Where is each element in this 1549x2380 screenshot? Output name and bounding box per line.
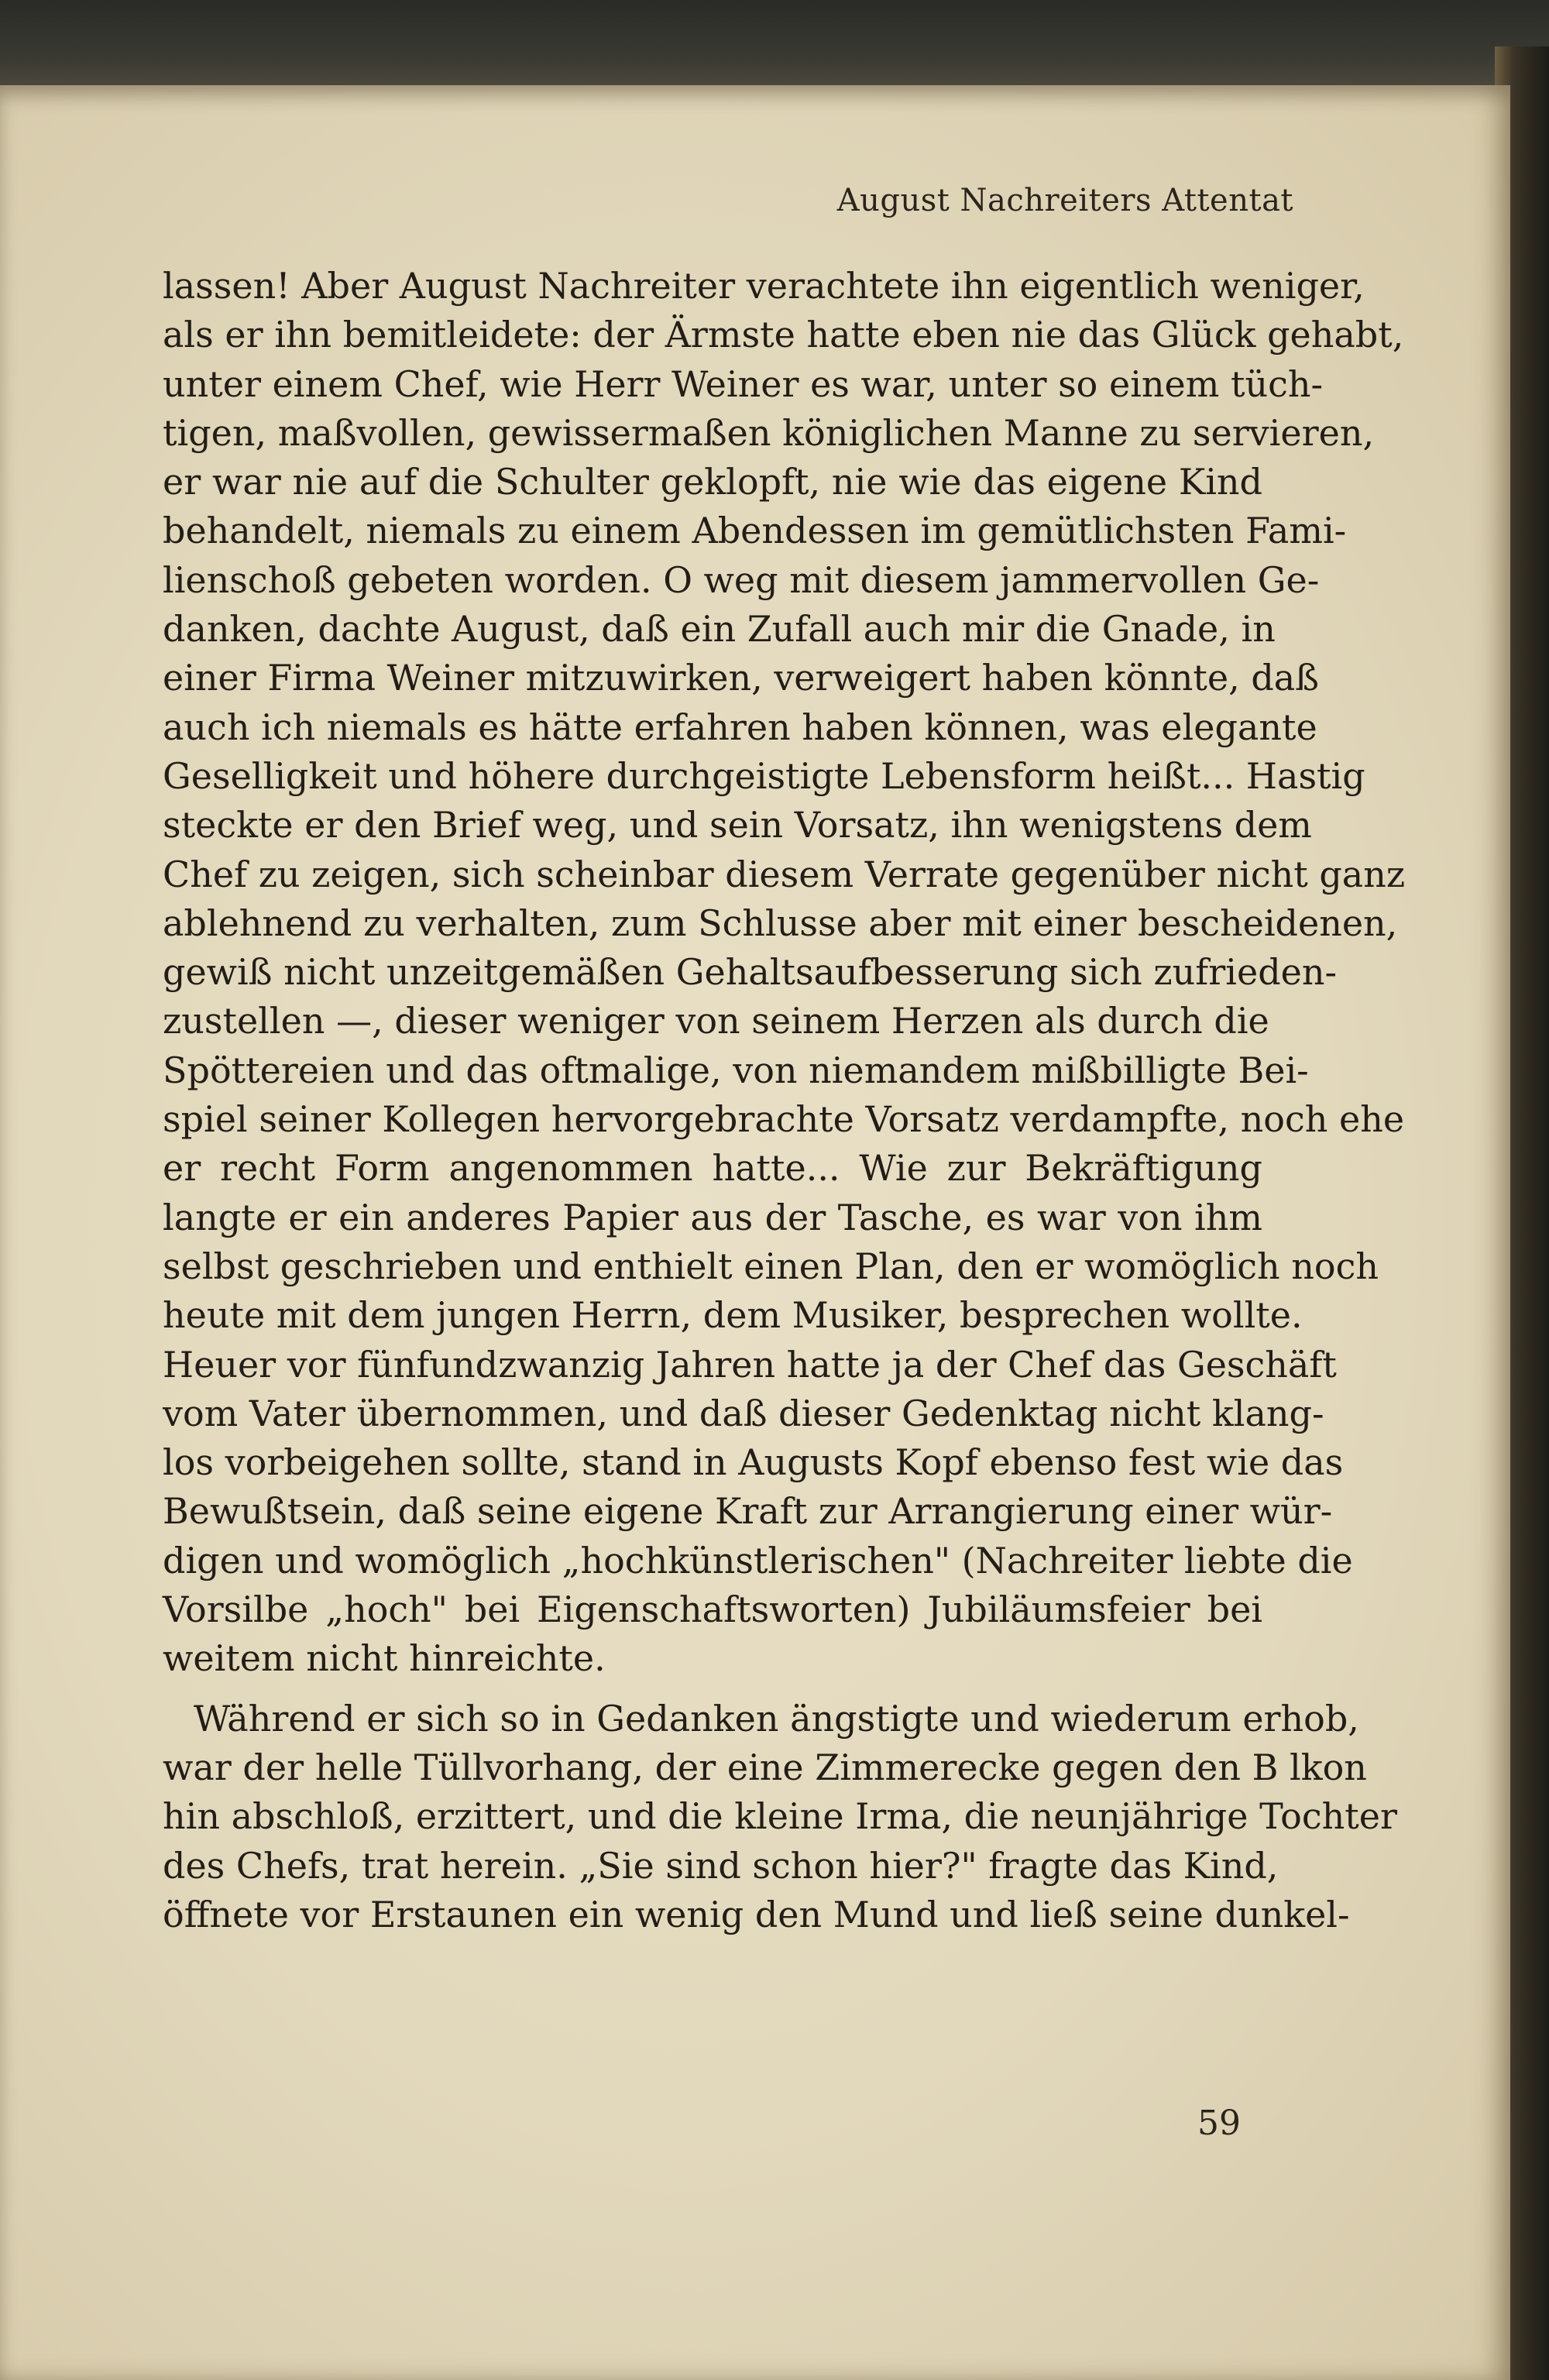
text-line: langte er ein anderes Papier aus der Tasche, es war von ihm xyxy=(163,1196,1262,1238)
text-line: Heuer vor fünfundzwanzig Jahren hatte ja der Chef das Geschäft xyxy=(163,1343,1337,1386)
text-line: gewiß nicht unzeitgemäßen Gehaltsaufbesserung sich zufrieden- xyxy=(163,951,1338,994)
paragraph-2 xyxy=(163,1695,1397,1939)
text-line: spiel seiner Kollegen hervorgebrachte Vorsatz verdampfte, noch ehe xyxy=(163,1098,1405,1141)
text-line: Geselligkeit und höhere durchgeistigte Lebensform heißt... Hastig xyxy=(163,754,1365,797)
text-line: Chef zu zeigen, sich scheinbar diesem Verrate gegenüber nicht ganz xyxy=(163,853,1406,895)
text-line: danken, dachte August, daß ein Zufall auch mir die Gnade, in xyxy=(163,608,1276,651)
paragraph-1 xyxy=(163,262,1406,1684)
text-line: tigen, maßvollen, gewissermaßen königlichen Manne zu servieren, xyxy=(163,411,1375,454)
text-line: er war nie auf die Schulter geklopft, nie wie das eigene Kind xyxy=(163,461,1262,503)
text-line: los vorbeigehen sollte, stand in Augusts Kopf ebenso fest wie das xyxy=(163,1441,1344,1484)
text-line: auch ich niemals es hätte erfahren haben können, was elegante xyxy=(163,706,1317,748)
text-line: digen und womöglich „hochkünstlerischen" (Nachreiter liebte die xyxy=(163,1539,1353,1582)
text-line: weitem nicht hinreichte. xyxy=(163,1637,606,1680)
text-line: vom Vater übernommen, und daß dieser Gedenktag nicht klang- xyxy=(163,1392,1324,1434)
text-line: Bewußtsein, daß seine eigene Kraft zur Arrangierung einer wür- xyxy=(163,1490,1333,1533)
text-line: selbst geschrieben und enthielt einen Plan, den er womöglich noch xyxy=(163,1245,1379,1287)
paragraph-gap xyxy=(163,1684,1262,1695)
text-line: lassen! Aber August Nachreiter verachtete ihn eigentlich weniger, xyxy=(163,265,1365,307)
text-line: Spöttereien und das oftmalige, von niemandem mißbilligte Bei- xyxy=(163,1049,1309,1091)
text-line: zustellen —, dieser weniger von seinem Herzen als durch die xyxy=(163,1000,1269,1042)
text-line: einer Firma Weiner mitzuwirken, verweigert haben könnte, daß xyxy=(163,657,1319,699)
text-line: lienschoß gebeten worden. O weg mit diesem jammervollen Ge- xyxy=(163,558,1320,601)
text-line: als er ihn bemitleidete: der Ärmste hatte eben nie das Glück gehabt, xyxy=(163,314,1404,356)
text-line: hin abschloß, erzittert, und die kleine Irma, die neunjährige Tochter xyxy=(163,1795,1397,1838)
text-line: unter einem Chef, wie Herr Weiner es war, unter so einem tüch- xyxy=(163,362,1324,405)
text-line: behandelt, niemals zu einem Abendessen im gemütlichsten Fami- xyxy=(163,510,1347,552)
text-line: Vorsilbe „hoch" bei Eigenschaftsworten) Jubiläumsfeier bei xyxy=(163,1588,1262,1631)
body-text xyxy=(163,262,1406,1939)
running-head: August Nachreiters Attentat xyxy=(836,183,1293,218)
text-line: des Chefs, trat herein. „Sie sind schon hier?" fragte das Kind, xyxy=(163,1844,1279,1887)
text-line: steckte er den Brief weg, und sein Vorsatz, ihn wenigstens dem xyxy=(163,804,1312,847)
text-line: heute mit dem jungen Herrn, dem Musiker, besprechen wollte. xyxy=(163,1294,1303,1337)
text-line: Während er sich so in Gedanken ängstigte und wiederum erhob, xyxy=(194,1697,1359,1739)
text-line: ablehnend zu verhalten, zum Schlusse aber mit einer bescheidenen, xyxy=(163,902,1398,944)
page-number: 59 xyxy=(1197,2104,1241,2143)
text-line: er recht Form angenommen hatte... Wie zur Bekräftigung xyxy=(163,1147,1262,1190)
text-line: öffnete vor Erstaunen ein wenig den Mund und ließ seine dunkel- xyxy=(163,1893,1350,1935)
text-line: war der helle Tüllvorhang, der eine Zimmerecke gegen den B lkon xyxy=(163,1746,1367,1788)
